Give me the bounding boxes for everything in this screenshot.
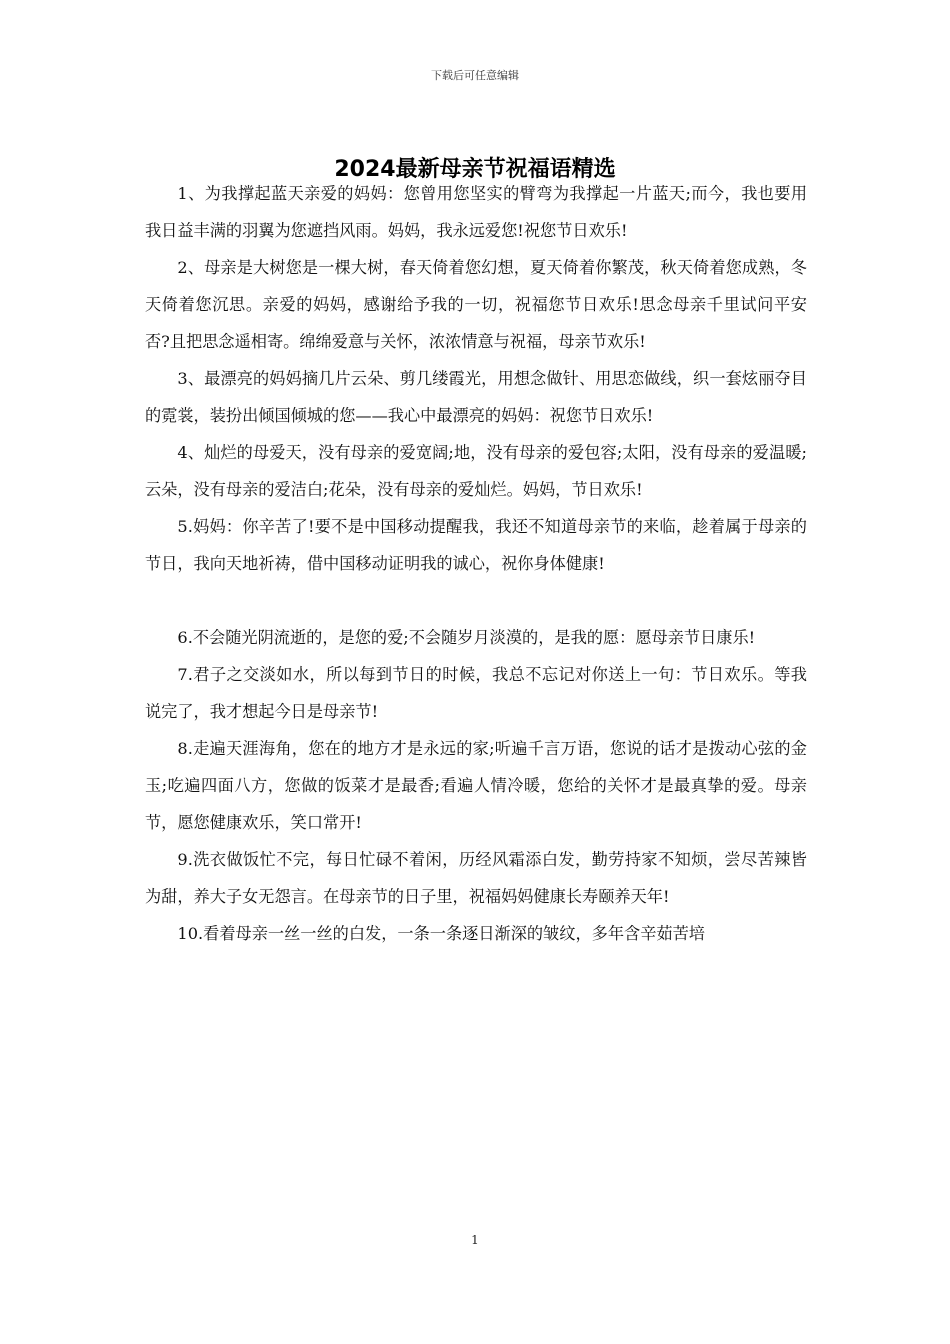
document-title: 2024最新母亲节祝福语精选	[334, 157, 616, 182]
paragraph-7: 7.君子之交淡如水，所以每到节日的时候，我总不忘记对你送上一句：节日欢乐。等我说完了，我才想起今日是母亲节!	[145, 665, 807, 721]
paragraph-4: 4、灿烂的母爱天，没有母亲的爱宽阔;地，没有母亲的爱包容;太阳，没有母亲的爱温暖;云朵，没有母亲的爱洁白;花朵，没有母亲的爱灿烂。妈妈，节日欢乐!	[145, 443, 807, 499]
paragraph-1: 1、为我撑起蓝天亲爱的妈妈：您曾用您坚实的臂弯为我撑起一片蓝天;而今，我也要用我日益丰满的羽翼为您遮挡风雨。妈妈，我永远爱您!祝您节日欢乐!	[145, 184, 807, 240]
paragraph-5: 5.妈妈：你辛苦了!要不是中国移动提醒我，我还不知道母亲节的来临，趁着属于母亲的节日，我向天地祈祷，借中国移动证明我的诚心，祝你身体健康!	[145, 517, 807, 573]
document-body	[145, 175, 807, 952]
paragraph-6: 6.不会随光阴流逝的，是您的爱;不会随岁月淡漠的，是我的愿：愿母亲节日康乐!	[177, 628, 756, 647]
page-header: 下载后可任意编辑	[431, 69, 519, 82]
paragraph-10: 10.看着母亲一丝一丝的白发，一条一条逐日渐深的皱纹，多年含辛茹苦培	[177, 924, 705, 943]
paragraph-2: 2、母亲是大树您是一棵大树，春天倚着您幻想，夏天倚着你繁茂，秋天倚着您成熟，冬天倚着您沉思。亲爱的妈妈，感谢给予我的一切，祝福您节日欢乐!思念母亲千里试问平安否?且把思念遥相寄。绵绵爱意与关怀，浓浓情意与祝福，母亲节欢乐!	[145, 258, 807, 351]
paragraph-9: 9.洗衣做饭忙不完，每日忙碌不着闲，历经风霜添白发，勤劳持家不知烦，尝尽苦辣皆为甜，养大子女无怨言。在母亲节的日子里，祝福妈妈健康长寿颐养天年!	[145, 850, 807, 906]
blank-line	[145, 582, 807, 619]
page-number: 1	[471, 1233, 479, 1247]
paragraph-3: 3、最漂亮的妈妈摘几片云朵、剪几缕霞光，用想念做针、用思恋做线，织一套炫丽夺目的霓裳，装扮出倾国倾城的您——我心中最漂亮的妈妈：祝您节日欢乐!	[145, 369, 807, 425]
paragraph-8: 8.走遍天涯海角，您在的地方才是永远的家;听遍千言万语，您说的话才是拨动心弦的金玉;吃遍四面八方，您做的饭菜才是最香;看遍人情冷暖，您给的关怀才是最真挚的爱。母亲节，愿您健康欢乐，笑口常开!	[145, 739, 807, 832]
